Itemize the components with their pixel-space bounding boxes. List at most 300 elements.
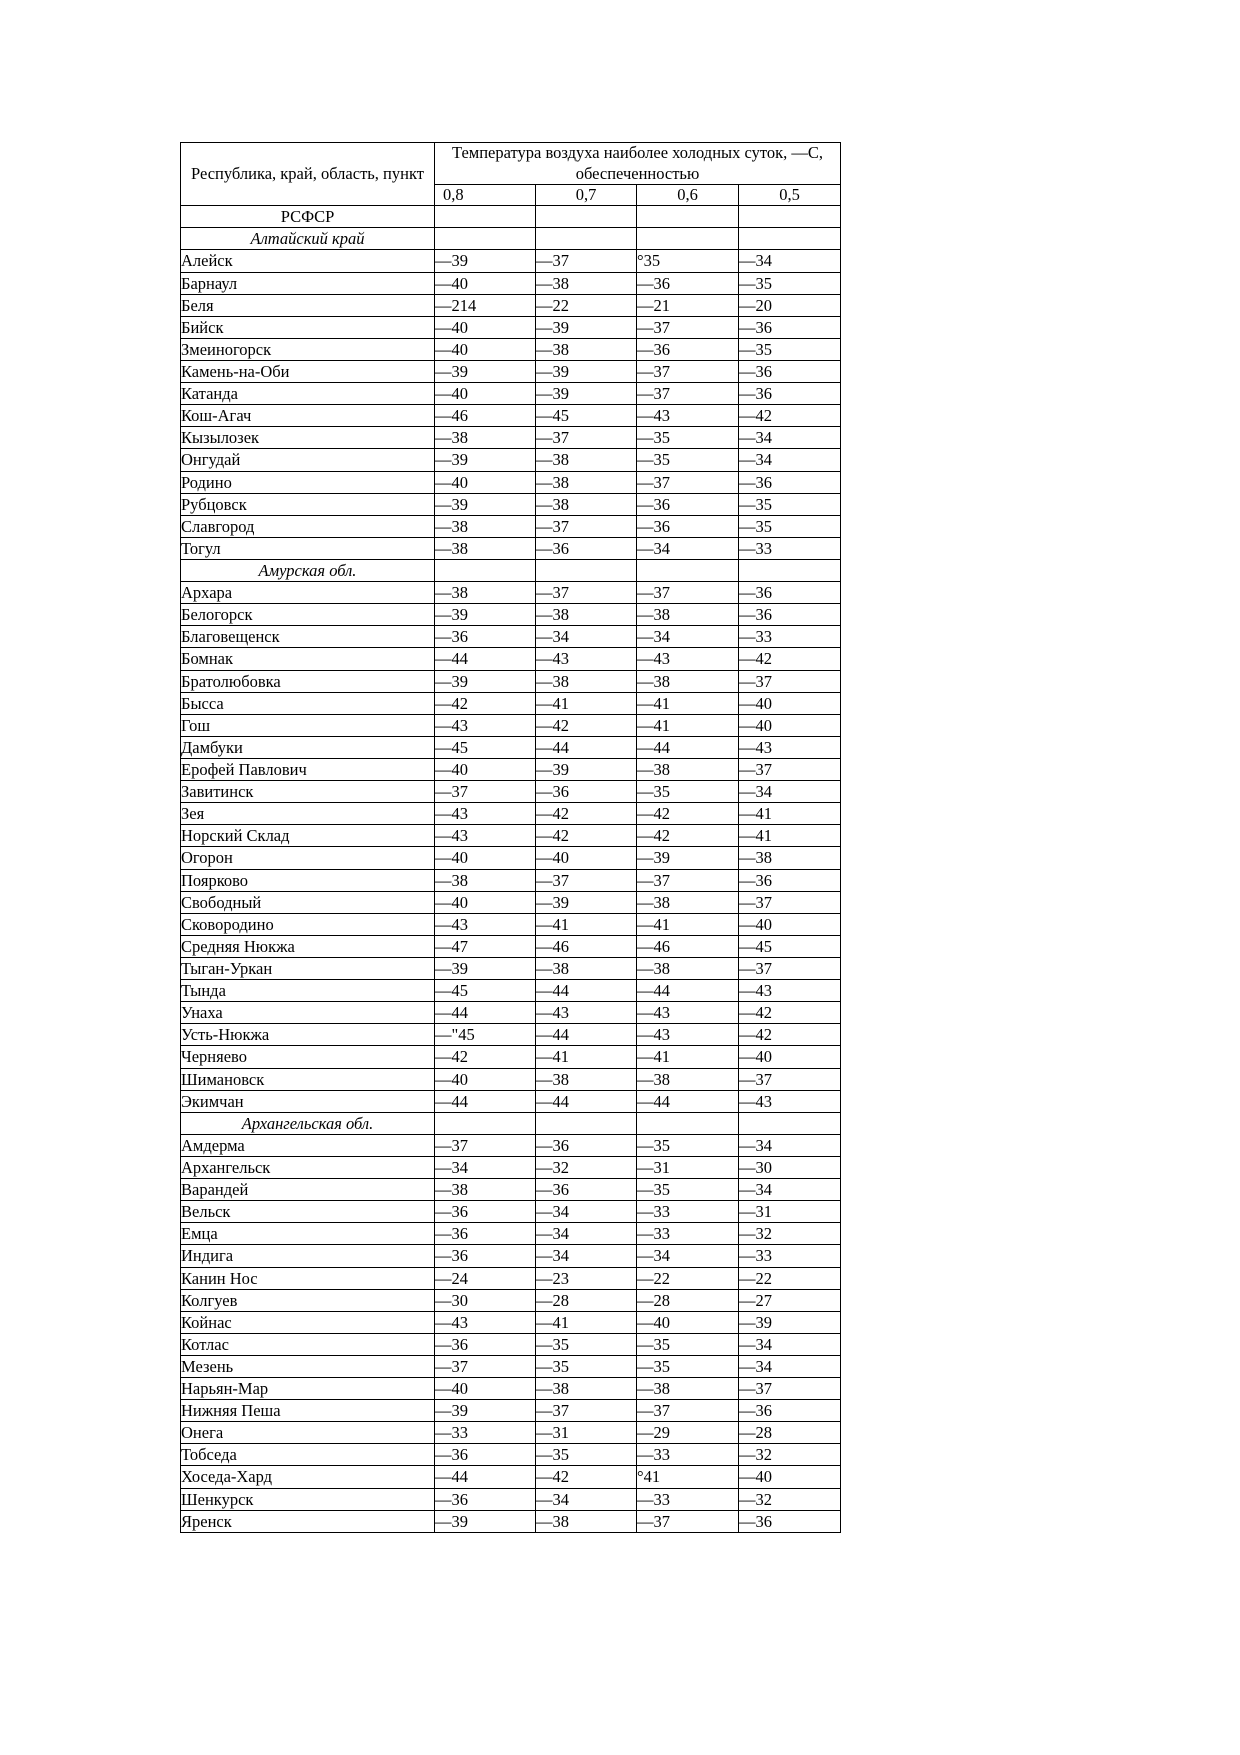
temperature-value: —37	[739, 1378, 841, 1400]
temperature-value	[536, 1112, 637, 1134]
temperature-value: —45	[739, 935, 841, 957]
temperature-value: —42	[435, 1046, 536, 1068]
temperature-value: —40	[435, 758, 536, 780]
table-header	[181, 143, 841, 206]
location-name: Котлас	[181, 1333, 435, 1355]
temperature-value: —33	[637, 1444, 739, 1466]
temperature-value: —34	[637, 537, 739, 559]
temperature-value: —22	[536, 294, 637, 316]
header-prob-0-6: 0,6	[637, 185, 739, 206]
temperature-value: —39	[435, 1510, 536, 1532]
temperature-value	[637, 206, 739, 228]
header-location-column: Республика, край, область, пункт	[181, 143, 435, 206]
location-name: Экимчан	[181, 1090, 435, 1112]
temperature-value: —23	[536, 1267, 637, 1289]
temperature-value: —39	[536, 891, 637, 913]
location-name: Алтайский край	[181, 228, 435, 250]
temperature-value: —40	[637, 1311, 739, 1333]
table-row	[181, 935, 841, 957]
temperature-value: —28	[637, 1289, 739, 1311]
temperature-value: —36	[536, 1179, 637, 1201]
table-row	[181, 1156, 841, 1178]
temperature-value: —38	[536, 957, 637, 979]
temperature-value: —35	[739, 515, 841, 537]
location-name: Шенкурск	[181, 1488, 435, 1510]
temperature-value: —39	[435, 1400, 536, 1422]
temperature-value: —38	[536, 471, 637, 493]
location-name: Барнаул	[181, 272, 435, 294]
temperature-value: —34	[739, 1179, 841, 1201]
temperature-value: —36	[637, 272, 739, 294]
temperature-value: —36	[637, 515, 739, 537]
temperature-value: —35	[536, 1333, 637, 1355]
temperature-value: —40	[435, 338, 536, 360]
temperature-value: —37	[637, 869, 739, 891]
location-name: Родино	[181, 471, 435, 493]
temperature-value: —39	[435, 493, 536, 515]
table-row	[181, 847, 841, 869]
location-name: Кош-Агач	[181, 405, 435, 427]
temperature-value: —37	[435, 1134, 536, 1156]
temperature-value: —38	[536, 338, 637, 360]
temperature-value: —33	[637, 1201, 739, 1223]
table-row	[181, 515, 841, 537]
location-name: Сковородино	[181, 913, 435, 935]
table-row	[181, 493, 841, 515]
temperature-value: —33	[739, 537, 841, 559]
temperature-value: —44	[536, 1090, 637, 1112]
temperature-value: °41	[637, 1466, 739, 1488]
temperature-value: —37	[536, 250, 637, 272]
table-row	[181, 1201, 841, 1223]
temperature-value: —30	[739, 1156, 841, 1178]
location-name: Архангельск	[181, 1156, 435, 1178]
temperature-value	[536, 206, 637, 228]
temperature-value: —39	[435, 670, 536, 692]
temperature-value: —40	[739, 714, 841, 736]
temperature-value: —43	[637, 405, 739, 427]
temperature-value: —34	[536, 1488, 637, 1510]
table-row	[181, 891, 841, 913]
temperature-value: —43	[435, 1311, 536, 1333]
temperature-value: —40	[739, 913, 841, 935]
location-name: Свободный	[181, 891, 435, 913]
temperature-value: —40	[739, 1046, 841, 1068]
location-name: Беля	[181, 294, 435, 316]
temperature-value: —38	[435, 537, 536, 559]
location-name: Емца	[181, 1223, 435, 1245]
temperature-value: —43	[739, 980, 841, 1002]
temperature-value: —22	[739, 1267, 841, 1289]
temperature-value: —43	[435, 825, 536, 847]
temperature-value	[739, 560, 841, 582]
temperature-value: —44	[435, 648, 536, 670]
table-row	[181, 670, 841, 692]
temperature-value: —41	[637, 692, 739, 714]
temperature-value: —42	[739, 1024, 841, 1046]
table-row	[181, 626, 841, 648]
location-name: Койнас	[181, 1311, 435, 1333]
temperature-value: —46	[637, 935, 739, 957]
temperature-value: —40	[435, 891, 536, 913]
temperature-value: —32	[536, 1156, 637, 1178]
temperature-value: —37	[637, 471, 739, 493]
temperature-value: —30	[435, 1289, 536, 1311]
header-prob-0-8: 0,8	[435, 185, 536, 206]
temperature-value: —214	[435, 294, 536, 316]
temperature-value: —44	[637, 1090, 739, 1112]
temperature-value: —44	[637, 980, 739, 1002]
table-row	[181, 1333, 841, 1355]
location-name: Тыган-Уркан	[181, 957, 435, 979]
temperature-value: —44	[435, 1002, 536, 1024]
temperature-value: —38	[435, 582, 536, 604]
location-name: Гош	[181, 714, 435, 736]
location-name: Ерофей Павлович	[181, 758, 435, 780]
location-name: Мезень	[181, 1355, 435, 1377]
temperature-value	[739, 206, 841, 228]
temperature-value: —38	[536, 1378, 637, 1400]
temperature-value: —38	[637, 604, 739, 626]
temperature-value: —"45	[435, 1024, 536, 1046]
temperature-value: —36	[739, 361, 841, 383]
location-name: Черняево	[181, 1046, 435, 1068]
temperature-value: —37	[536, 869, 637, 891]
temperature-value: —34	[536, 1245, 637, 1267]
temperature-value: —35	[637, 1179, 739, 1201]
temperature-value: —43	[435, 913, 536, 935]
temperature-value: —43	[536, 1002, 637, 1024]
temperature-value: —43	[536, 648, 637, 670]
table-row	[181, 1466, 841, 1488]
table-row	[181, 449, 841, 471]
temperature-value: —40	[435, 471, 536, 493]
region-heading-row	[181, 228, 841, 250]
temperature-value: —39	[435, 604, 536, 626]
temperature-value	[739, 1112, 841, 1134]
table-row	[181, 294, 841, 316]
temperature-value: —38	[536, 1068, 637, 1090]
location-name: Змеиногорск	[181, 338, 435, 360]
temperature-value: —41	[739, 803, 841, 825]
temperature-value: —37	[739, 758, 841, 780]
temperature-value: —37	[739, 670, 841, 692]
table-row	[181, 1400, 841, 1422]
temperature-value: —45	[536, 405, 637, 427]
temperature-value: —35	[637, 781, 739, 803]
temperature-value: —28	[536, 1289, 637, 1311]
table-row	[181, 272, 841, 294]
temperature-value: —32	[739, 1444, 841, 1466]
temperature-value: —41	[536, 692, 637, 714]
temperature-value: —22	[637, 1267, 739, 1289]
location-name: Братолюбовка	[181, 670, 435, 692]
temperature-value: —37	[435, 781, 536, 803]
table-row	[181, 1245, 841, 1267]
climate-table	[180, 142, 841, 1533]
table-row	[181, 1179, 841, 1201]
temperature-value: —45	[435, 736, 536, 758]
temperature-value: —36	[739, 316, 841, 338]
temperature-value: —39	[536, 758, 637, 780]
location-name: Нижняя Пеша	[181, 1400, 435, 1422]
temperature-value: —34	[739, 1333, 841, 1355]
temperature-value: —34	[739, 250, 841, 272]
temperature-value: —46	[435, 405, 536, 427]
location-name: Катанда	[181, 383, 435, 405]
temperature-value: —42	[739, 1002, 841, 1024]
table-row	[181, 1422, 841, 1444]
temperature-value: —40	[435, 272, 536, 294]
location-name: Варандей	[181, 1179, 435, 1201]
temperature-value: —34	[637, 626, 739, 648]
location-name: Унаха	[181, 1002, 435, 1024]
table-row	[181, 913, 841, 935]
temperature-value: —39	[435, 250, 536, 272]
temperature-value: —39	[536, 316, 637, 338]
temperature-value: —43	[739, 1090, 841, 1112]
temperature-value: —38	[536, 670, 637, 692]
temperature-value: —37	[637, 1510, 739, 1532]
temperature-value: —21	[637, 294, 739, 316]
temperature-value: —42	[637, 825, 739, 847]
location-name: Онега	[181, 1422, 435, 1444]
temperature-value: —35	[637, 427, 739, 449]
temperature-value: —36	[637, 493, 739, 515]
table-row	[181, 604, 841, 626]
temperature-value: —38	[637, 758, 739, 780]
location-name: РСФСР	[181, 206, 435, 228]
table-header-row-titles	[181, 143, 841, 185]
location-name: Хоседа-Хард	[181, 1466, 435, 1488]
temperature-value: —36	[739, 869, 841, 891]
temperature-value: —34	[739, 449, 841, 471]
temperature-value: —44	[536, 1024, 637, 1046]
table-row	[181, 825, 841, 847]
temperature-value: —43	[637, 648, 739, 670]
temperature-value: —27	[739, 1289, 841, 1311]
location-name: Камень-на-Оби	[181, 361, 435, 383]
table-row	[181, 537, 841, 559]
table-row	[181, 316, 841, 338]
temperature-value	[536, 228, 637, 250]
temperature-value	[435, 560, 536, 582]
temperature-value: —34	[739, 1134, 841, 1156]
table-row	[181, 648, 841, 670]
temperature-value: —40	[739, 1466, 841, 1488]
table-row	[181, 1289, 841, 1311]
temperature-value: —35	[739, 493, 841, 515]
table-row	[181, 338, 841, 360]
temperature-value: —34	[739, 427, 841, 449]
temperature-value: —41	[637, 913, 739, 935]
location-name: Амдерма	[181, 1134, 435, 1156]
temperature-value: —39	[435, 361, 536, 383]
table-body	[181, 206, 841, 1533]
temperature-value: —43	[739, 736, 841, 758]
table-row	[181, 736, 841, 758]
location-name: Славгород	[181, 515, 435, 537]
location-name: Рубцовск	[181, 493, 435, 515]
location-name: Дамбуки	[181, 736, 435, 758]
temperature-value: —39	[739, 1311, 841, 1333]
table-row	[181, 383, 841, 405]
temperature-value: —37	[637, 383, 739, 405]
temperature-value: —33	[739, 1245, 841, 1267]
temperature-value: —38	[637, 957, 739, 979]
temperature-value: —37	[739, 1068, 841, 1090]
temperature-value	[637, 228, 739, 250]
temperature-value: —34	[536, 1223, 637, 1245]
temperature-value: —36	[739, 582, 841, 604]
location-name: Огорон	[181, 847, 435, 869]
temperature-value: —39	[637, 847, 739, 869]
temperature-value: —36	[739, 1510, 841, 1532]
temperature-value: °35	[637, 250, 739, 272]
temperature-value: —36	[739, 1400, 841, 1422]
temperature-value: —34	[637, 1245, 739, 1267]
temperature-value: —46	[536, 935, 637, 957]
table-row	[181, 714, 841, 736]
table-row	[181, 1024, 841, 1046]
table-row	[181, 471, 841, 493]
temperature-value: —40	[435, 316, 536, 338]
temperature-value: —32	[739, 1488, 841, 1510]
temperature-value: —41	[739, 825, 841, 847]
temperature-value: —37	[536, 582, 637, 604]
temperature-value: —33	[739, 626, 841, 648]
temperature-value: —31	[637, 1156, 739, 1178]
table-row	[181, 1444, 841, 1466]
temperature-value: —36	[435, 1201, 536, 1223]
location-name: Кызылозек	[181, 427, 435, 449]
temperature-value: —43	[637, 1024, 739, 1046]
location-name: Норский Склад	[181, 825, 435, 847]
temperature-value: —40	[435, 847, 536, 869]
table-row	[181, 582, 841, 604]
header-prob-0-7: 0,7	[536, 185, 637, 206]
temperature-value: —42	[739, 405, 841, 427]
location-name: Индига	[181, 1245, 435, 1267]
location-name: Тобседа	[181, 1444, 435, 1466]
temperature-value: —35	[739, 272, 841, 294]
region-heading-row	[181, 1112, 841, 1134]
table-row	[181, 980, 841, 1002]
temperature-value: —43	[637, 1002, 739, 1024]
temperature-value: —34	[739, 1355, 841, 1377]
temperature-value	[739, 228, 841, 250]
temperature-value: —20	[739, 294, 841, 316]
temperature-value: —32	[739, 1223, 841, 1245]
temperature-value: —35	[637, 1134, 739, 1156]
temperature-value: —38	[739, 847, 841, 869]
location-name: Белогорск	[181, 604, 435, 626]
temperature-value: —37	[637, 361, 739, 383]
temperature-value: —35	[637, 1355, 739, 1377]
temperature-value: —41	[637, 714, 739, 736]
temperature-value: —40	[435, 1068, 536, 1090]
table-row	[181, 1002, 841, 1024]
table-row	[181, 1267, 841, 1289]
temperature-value: —31	[536, 1422, 637, 1444]
region-heading-row	[181, 560, 841, 582]
temperature-value: —38	[637, 1378, 739, 1400]
location-name: Шимановск	[181, 1068, 435, 1090]
temperature-value: —37	[637, 582, 739, 604]
temperature-value: —42	[435, 692, 536, 714]
temperature-value: —36	[637, 338, 739, 360]
table-row	[181, 1355, 841, 1377]
temperature-value: —36	[739, 604, 841, 626]
temperature-value: —42	[536, 714, 637, 736]
temperature-value: —44	[637, 736, 739, 758]
table-row	[181, 1510, 841, 1532]
location-name: Тында	[181, 980, 435, 1002]
table-row	[181, 1134, 841, 1156]
temperature-value: —47	[435, 935, 536, 957]
temperature-value: —35	[637, 449, 739, 471]
location-name: Бомнак	[181, 648, 435, 670]
temperature-value: —40	[435, 383, 536, 405]
temperature-value: —42	[739, 648, 841, 670]
temperature-value: —43	[435, 714, 536, 736]
location-name: Средняя Нюкжа	[181, 935, 435, 957]
location-name: Алейск	[181, 250, 435, 272]
temperature-value: —28	[739, 1422, 841, 1444]
temperature-value: —34	[435, 1156, 536, 1178]
temperature-value: —38	[637, 1068, 739, 1090]
table-row	[181, 1311, 841, 1333]
temperature-value	[536, 560, 637, 582]
location-name: Яренск	[181, 1510, 435, 1532]
location-name: Завитинск	[181, 781, 435, 803]
temperature-value: —35	[536, 1444, 637, 1466]
temperature-value: —36	[435, 626, 536, 648]
table-row	[181, 957, 841, 979]
country-heading-row	[181, 206, 841, 228]
table-row	[181, 869, 841, 891]
temperature-value: —41	[536, 1046, 637, 1068]
location-name: Колгуев	[181, 1289, 435, 1311]
temperature-value: —37	[536, 427, 637, 449]
temperature-value: —37	[739, 891, 841, 913]
temperature-value: —33	[637, 1488, 739, 1510]
temperature-value	[435, 206, 536, 228]
location-name: Благовещенск	[181, 626, 435, 648]
location-name: Онгудай	[181, 449, 435, 471]
temperature-value: —38	[435, 427, 536, 449]
location-name: Поярково	[181, 869, 435, 891]
temperature-value: —42	[637, 803, 739, 825]
temperature-value: —38	[435, 869, 536, 891]
temperature-value: —33	[637, 1223, 739, 1245]
location-name: Амурская обл.	[181, 560, 435, 582]
temperature-value: —43	[435, 803, 536, 825]
temperature-value: —41	[536, 1311, 637, 1333]
temperature-value: —44	[536, 736, 637, 758]
temperature-value: —41	[637, 1046, 739, 1068]
temperature-value: —36	[435, 1444, 536, 1466]
table-row	[181, 1488, 841, 1510]
temperature-value	[435, 228, 536, 250]
temperature-value: —38	[435, 515, 536, 537]
table-row	[181, 1046, 841, 1068]
table-row	[181, 692, 841, 714]
temperature-value	[637, 1112, 739, 1134]
location-name: Зея	[181, 803, 435, 825]
table-row	[181, 1068, 841, 1090]
temperature-value: —45	[435, 980, 536, 1002]
